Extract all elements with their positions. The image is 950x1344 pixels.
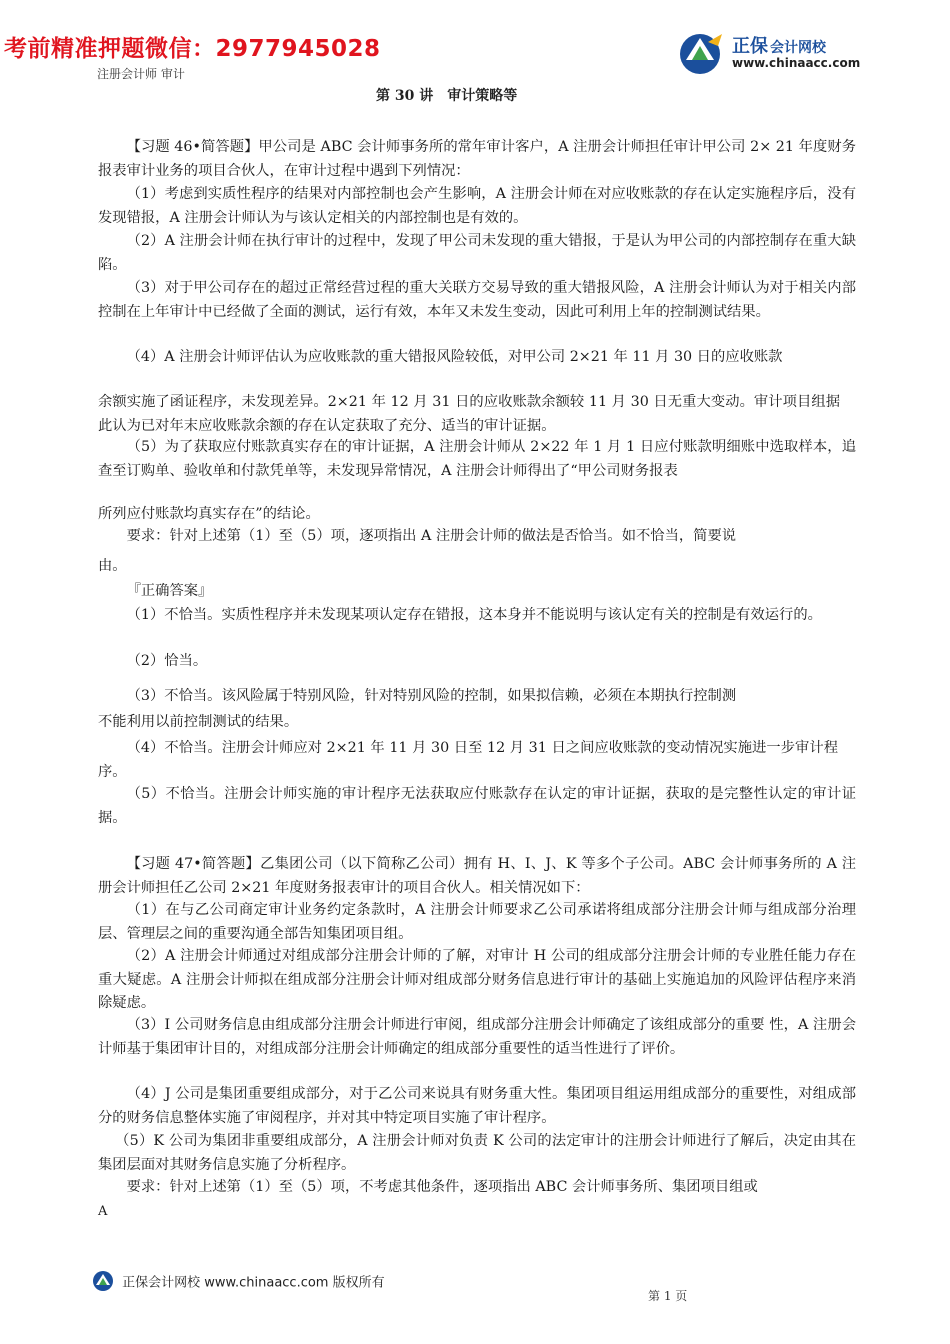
header-cut-text: 注册会计师 审计 — [97, 67, 185, 81]
q47-item-2: （2）A 注册会计师通过对组成部分注册会计师的了解，对审计 H 公司的组成部分注册会计师的专业胜任能力存在重大疑虑。A 注册会计师拟在组成部分注册会计师对组成部分财务信息进行审计的基础上实施追加的风险评估程序来消除疑虑。 — [98, 948, 856, 1011]
q46-item-2: （2）A 注册会计师在执行审计的过程中，发现了甲公司未发现的重大错报，于是认为甲公司的内部控制存在重大缺陷。 — [98, 233, 856, 273]
q46-item-1: （1）考虑到实质性程序的结果对内部控制也会产生影响，A 注册会计师在对应收账款的存在认定实施程序后，没有发现错报，A 注册会计师认为与该认定相关的内部控制也是有效的。 — [98, 186, 856, 226]
promo-wechat-text: 考前精准押题微信：2977945028 — [4, 36, 381, 62]
answer-1: （1）不恰当。实质性程序并未发现某项认定存在错报，这本身并不能说明与该认定有关的控制是有效运行的。 — [126, 607, 822, 623]
page-number: 第 1 页 — [648, 1289, 688, 1303]
brand-logo — [678, 30, 868, 76]
q46-requirement-cut: 要求：针对上述第（1）至（5）项，逐项指出 A 注册会计师的做法是否恰当。如不恰当，简要说 — [126, 528, 737, 544]
answer-title: 『正确答案』 — [126, 583, 213, 599]
logo-subname: 会计网校 — [770, 40, 826, 56]
q47-item-1: （1）在与乙公司商定审计业务约定条款时，A 注册会计师要求乙公司承诺将组成部分注册会计师与组成部分治理层、管理层之间的重要沟通全部告知集团项目组。 — [98, 902, 856, 942]
q47-item-5: （5）K 公司为集团非重要组成部分，A 注册会计师对负责 K 公司的法定审计的注册会计师进行了解后，决定由其在集团层面对其财务信息实施了分析程序。 — [98, 1133, 856, 1173]
q47-item-4: （4）J 公司是集团重要组成部分，对于乙公司来说具有财务重大性。集团项目组运用组成部分的重要性，对组成部分的财务信息整体实施了审阅程序，并对其中特定项目实施了审计程序。 — [98, 1086, 856, 1126]
q46-intro: 【习题 46•简答题】甲公司是 ABC 会计师事务所的常年审计客户，A 注册会计师担任审计甲公司 2× 21 年度财务报表审计业务的项目合伙人，在审计过程中遇到下列情况： — [98, 139, 856, 179]
q47-item-3: （3）I 公司财务信息由组成部分注册会计师进行审阅，组成部分注册会计师确定了该组成部分的重要 性，A 注册会计师基于集团审计目的，对组成部分注册会计师确定的组成部分重要性的适当性进行了评价。 — [98, 1017, 856, 1057]
answer-3-cut: （3）不恰当。该风险属于特别风险，针对特别风险的控制，如果拟信赖，必须在本期执行控制测 — [126, 688, 737, 704]
lecture-title: 第 30 讲 审计策略等 — [376, 88, 518, 104]
q47-requirement-tail: A — [98, 1204, 108, 1219]
logo-name: 正保 会计网校 — [732, 36, 826, 57]
answer-5: （5）不恰当。注册会计师实施的审计程序无法获取应付账款存在认定的审计证据，获取的是完整性认定的审计证据。 — [98, 786, 856, 826]
answer-4: （4）不恰当。注册会计师应对 2×21 年 11 月 30 日至 12 月 31 日之间应收账款的变动情况实施进一步审计程序。 — [98, 740, 838, 780]
q47-intro: 【习题 47•简答题】乙集团公司（以下简称乙公司）拥有 H、I、J、K 等多个子公司。ABC 会计师事务所的 A 注册会计师担任乙公司 2×21 年度财务报表审计的项目合伙人。相关情况如下： — [98, 856, 856, 896]
logo-mark-icon — [678, 30, 726, 76]
footer — [92, 1270, 385, 1294]
answer-2: （2）恰当。 — [126, 653, 208, 669]
q46-item-4-part2: 余额实施了函证程序，未发现差异。2×21 年 12 月 31 日的应收账款余额较 11 月 30 日无重大变动。审计项目组据此认为已对年末应收账款余额的存在认定获取了充分、适当的审计证据。 — [98, 394, 840, 434]
q46-item-5-cut: 所列应付账款均真实存在”的结论。 — [98, 506, 320, 522]
q46-item-4-part1: （4）A 注册会计师评估认为应收账款的重大错报风险较低，对甲公司 2×21 年 11 月 30 日的应收账款 — [126, 349, 783, 365]
q46-requirement-end: 由。 — [98, 558, 127, 574]
q47-requirement: 要求：针对上述第（1）至（5）项，不考虑其他条件，逐项指出 ABC 会计师事务所、集团项目组或 — [126, 1179, 758, 1195]
q46-item-3: （3）对于甲公司存在的超过正常经营过程的重大关联方交易导致的重大错报风险，A 注册会计师认为对于相关内部控制在上年审计中已经做了全面的测试，运行有效，本年又未发生变动，因此可利用上年的控制测试结果。 — [98, 280, 856, 320]
answer-3-end: 不能利用以前控制测试的结果。 — [98, 714, 299, 730]
footer-copyright: 正保会计网校 www.chinaacc.com 版权所有 — [122, 1275, 385, 1291]
footer-logo-icon — [92, 1270, 114, 1292]
q46-item-5: （5）为了获取应付账款真实存在的审计证据，A 注册会计师从 2×22 年 1 月 1 日应付账款明细账中选取样本，追查至订购单、验收单和付款凭单等，未发现异常情况，A 注册会计师得出了“甲公司财务报表 — [98, 439, 856, 479]
logo-url: www.chinaacc.com — [732, 56, 861, 70]
